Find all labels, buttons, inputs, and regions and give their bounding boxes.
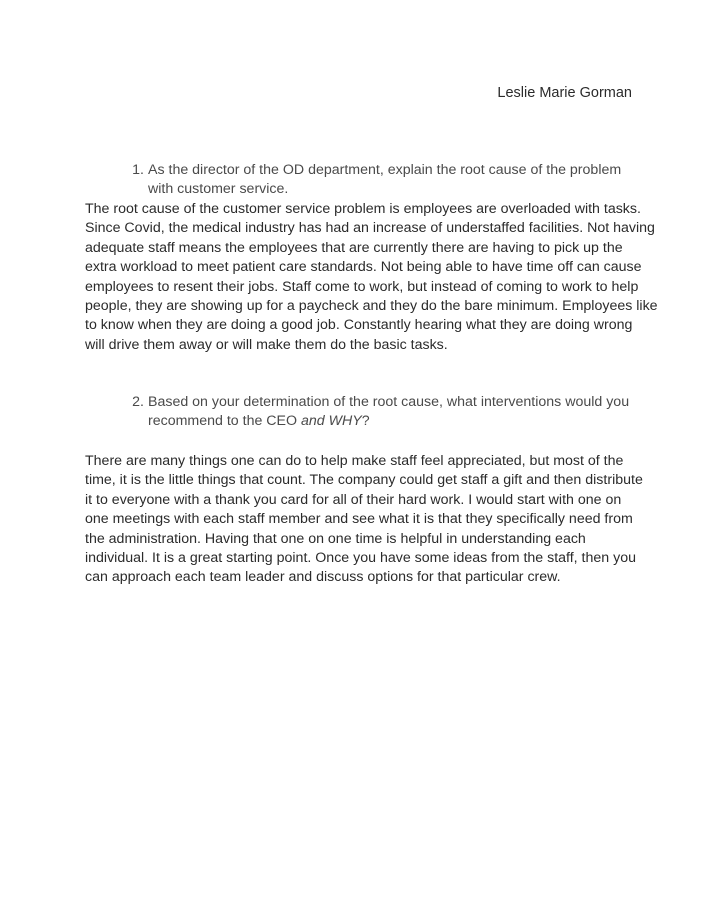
question-2-line-1: Based on your determination of the root cause, what interventions would you: [148, 394, 630, 410]
question-1-number: 1.: [132, 162, 144, 178]
answer-1: [85, 200, 658, 355]
answer-2-line-4: one meetings with each staff member and see what it is that they specifically need from: [85, 511, 633, 528]
answer-1-line-4: extra workload to meet patient care standards. Not being able to have time off can cause: [85, 259, 642, 276]
answer-2: [85, 452, 643, 588]
question-1: [126, 161, 626, 199]
question-2-line-2-start: recommend to the CEO: [148, 413, 301, 429]
answer-2-line-7: can approach each team leader and discuss options for that particular crew.: [85, 569, 561, 586]
answer-1-line-8: will drive them away or will make them do the basic tasks.: [85, 336, 448, 353]
question-2: [126, 393, 630, 431]
question-2-line-2-end: ?: [361, 413, 370, 429]
question-2-text: [148, 393, 630, 431]
question-1-line-2: with customer service.: [148, 181, 289, 197]
answer-1-line-7: to know when they are doing a good job. Constantly hearing what they are doing wrong: [85, 317, 633, 334]
author-name: Leslie Marie Gorman: [497, 85, 632, 101]
question-2-line-2: [148, 412, 626, 431]
answer-2-line-3: it to everyone with a thank you card for all of their hard work. I would start with one on: [85, 491, 622, 508]
answer-2-line-5: the administration. Having that one on one time is helpful in understanding each: [85, 530, 586, 547]
answer-1-line-1: The root cause of the customer service problem is employees are overloaded with tasks.: [85, 201, 641, 217]
question-1-text: [148, 161, 626, 199]
answer-2-line-2: time, it is the little things that count. The company could get staff a gift and then distribute: [85, 472, 643, 489]
question-2-emphasis: and WHY: [300, 413, 362, 429]
answer-1-line-5: employees to resent their jobs. Staff come to work, but instead of coming to work to help: [85, 278, 639, 295]
answer-1-line-6: people, they are showing up for a paycheck and they do the bare minimum. Employees like: [85, 298, 658, 315]
answer-2-line-6: individual. It is a great starting point. Once you have some ideas from the staff, then you: [85, 550, 636, 567]
question-1-line-1: As the director of the OD department, explain the root cause of the problem: [148, 162, 622, 178]
question-2-number: 2.: [132, 394, 144, 410]
answer-2-line-1: There are many things one can do to help make staff feel appreciated, but most of the: [85, 453, 624, 469]
answer-1-line-3: adequate staff means the employees that are currently there are having to pick up the: [85, 239, 623, 256]
answer-1-line-2: Since Covid, the medical industry has had an increase of understaffed facilities. Not having: [85, 220, 655, 237]
